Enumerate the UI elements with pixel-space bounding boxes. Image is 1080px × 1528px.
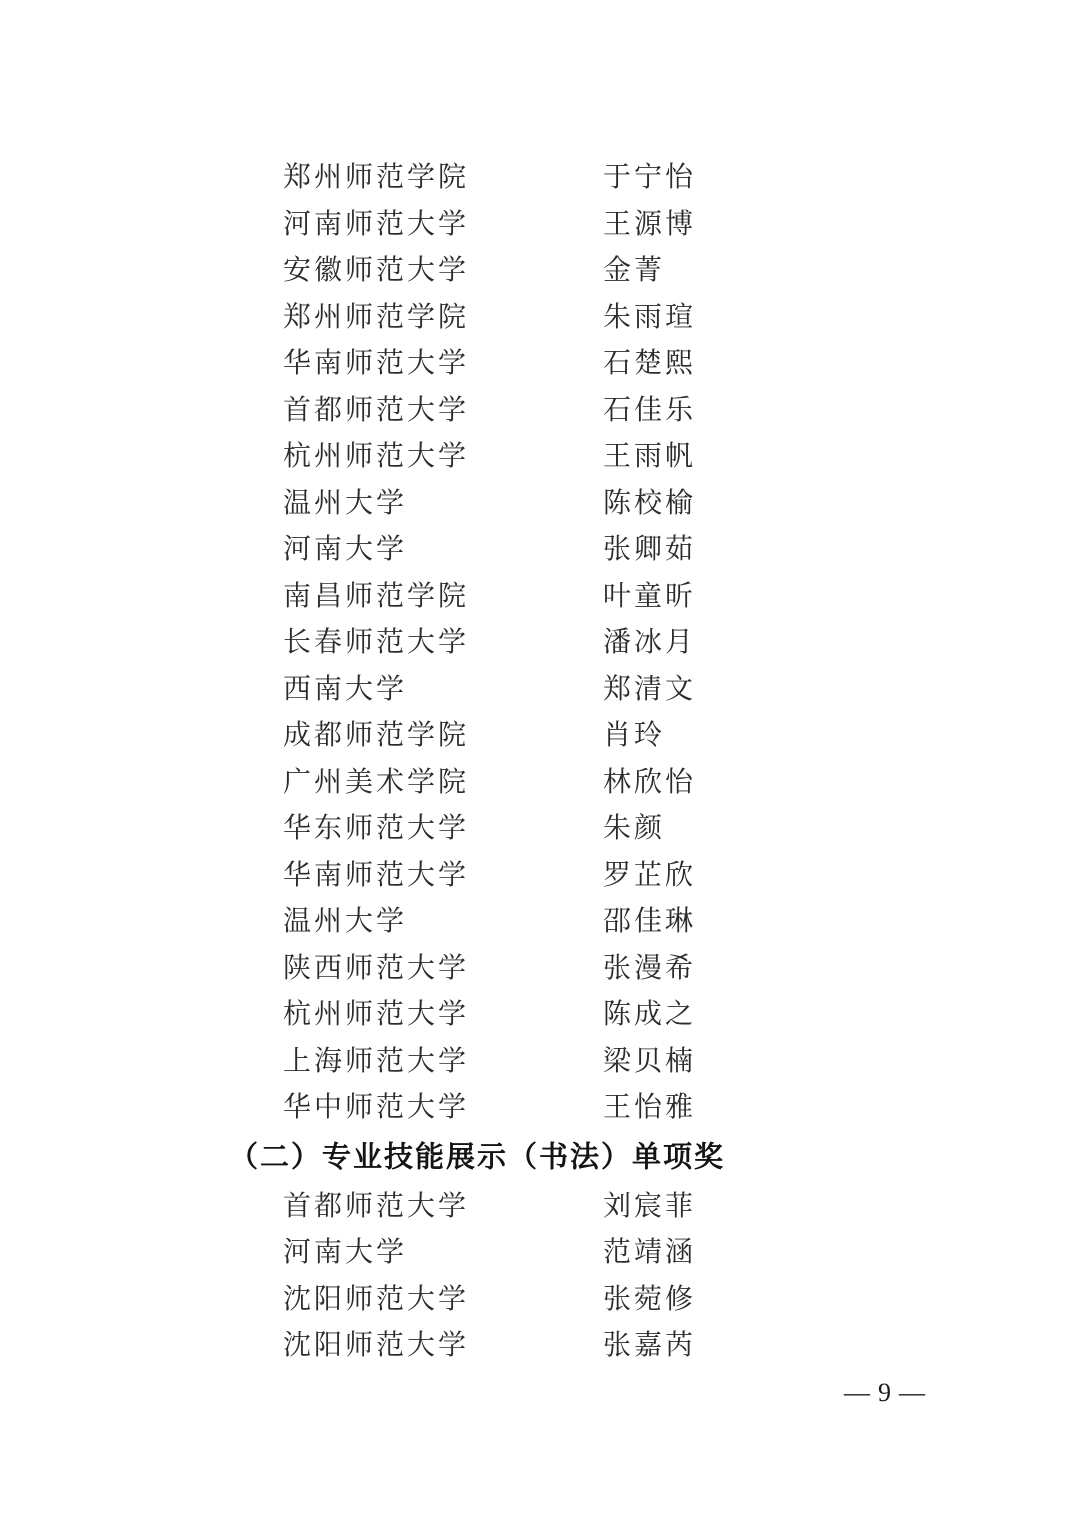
list-item (0, 896, 1080, 943)
person-name: 邵佳琳 (603, 906, 697, 938)
person-name: 罗芷欣 (603, 859, 697, 891)
university-name: 首都师范大学 (283, 1190, 470, 1222)
list-item (0, 478, 1080, 525)
list-item (0, 1227, 1080, 1274)
university-name: 杭州师范大学 (283, 999, 470, 1031)
list-item (0, 338, 1080, 385)
person-name: 张卿茹 (603, 534, 697, 566)
award-list-section-two (0, 1181, 1080, 1367)
list-item (0, 757, 1080, 804)
person-name: 张菀修 (603, 1283, 697, 1315)
university-name: 河南大学 (283, 534, 408, 566)
university-name: 沈阳师范大学 (283, 1330, 470, 1362)
list-item (0, 943, 1080, 990)
list-item (0, 850, 1080, 897)
award-list-continued (0, 152, 1080, 1129)
list-item (0, 292, 1080, 339)
list-item (0, 710, 1080, 757)
person-name: 刘宸菲 (603, 1190, 697, 1222)
list-item (0, 1036, 1080, 1083)
list-item (0, 524, 1080, 571)
person-name: 朱颜 (603, 813, 666, 845)
university-name: 华中师范大学 (283, 1092, 470, 1124)
university-name: 西南大学 (283, 673, 408, 705)
page-content (0, 152, 1080, 1367)
list-item (0, 431, 1080, 478)
list-item (0, 803, 1080, 850)
university-name: 长春师范大学 (283, 627, 470, 659)
person-name: 金菁 (603, 255, 666, 287)
section-heading (0, 1129, 1080, 1181)
person-name: 张漫希 (603, 952, 697, 984)
university-name: 郑州师范学院 (283, 162, 470, 194)
university-name: 华东师范大学 (283, 813, 470, 845)
university-name: 广州美术学院 (283, 766, 470, 798)
person-name: 陈成之 (603, 999, 697, 1031)
footer-dash-left: — (844, 1378, 870, 1407)
person-name: 石楚熙 (603, 348, 697, 380)
list-item (0, 199, 1080, 246)
list-item (0, 1082, 1080, 1129)
university-name: 华南师范大学 (283, 348, 470, 380)
list-item (0, 664, 1080, 711)
university-name: 成都师范学院 (283, 720, 470, 752)
person-name: 王雨帆 (603, 441, 697, 473)
person-name: 陈校榆 (603, 487, 697, 519)
person-name: 石佳乐 (603, 394, 697, 426)
university-name: 华南师范大学 (283, 859, 470, 891)
university-name: 南昌师范学院 (283, 580, 470, 612)
list-item (0, 617, 1080, 664)
person-name: 范靖涵 (603, 1237, 697, 1269)
person-name: 朱雨瑄 (603, 301, 697, 333)
university-name: 温州大学 (283, 487, 408, 519)
section-heading-text: （二）专业技能展示（书法）单项奖 (229, 1141, 726, 1173)
person-name: 王怡雅 (603, 1092, 697, 1124)
list-item (0, 152, 1080, 199)
list-item (0, 571, 1080, 618)
university-name: 郑州师范学院 (283, 301, 470, 333)
footer-dash-right: — (899, 1378, 925, 1407)
person-name: 梁贝楠 (603, 1045, 697, 1077)
university-name: 河南师范大学 (283, 208, 470, 240)
person-name: 林欣怡 (603, 766, 697, 798)
person-name: 王源博 (603, 208, 697, 240)
list-item (0, 385, 1080, 432)
person-name: 潘冰月 (603, 627, 697, 659)
person-name: 肖玲 (603, 720, 666, 752)
list-item (0, 1274, 1080, 1321)
list-item (0, 1320, 1080, 1367)
person-name: 张嘉芮 (603, 1330, 697, 1362)
list-item (0, 1181, 1080, 1228)
person-name: 郑清文 (603, 673, 697, 705)
list-item (0, 245, 1080, 292)
university-name: 上海师范大学 (283, 1045, 470, 1077)
university-name: 安徽师范大学 (283, 255, 470, 287)
page-number-footer (836, 1378, 933, 1408)
university-name: 河南大学 (283, 1237, 408, 1269)
university-name: 沈阳师范大学 (283, 1283, 470, 1315)
person-name: 叶童昕 (603, 580, 697, 612)
university-name: 温州大学 (283, 906, 408, 938)
university-name: 首都师范大学 (283, 394, 470, 426)
university-name: 陕西师范大学 (283, 952, 470, 984)
page-number: 9 (878, 1378, 891, 1407)
university-name: 杭州师范大学 (283, 441, 470, 473)
list-item (0, 989, 1080, 1036)
person-name: 于宁怡 (603, 162, 697, 194)
